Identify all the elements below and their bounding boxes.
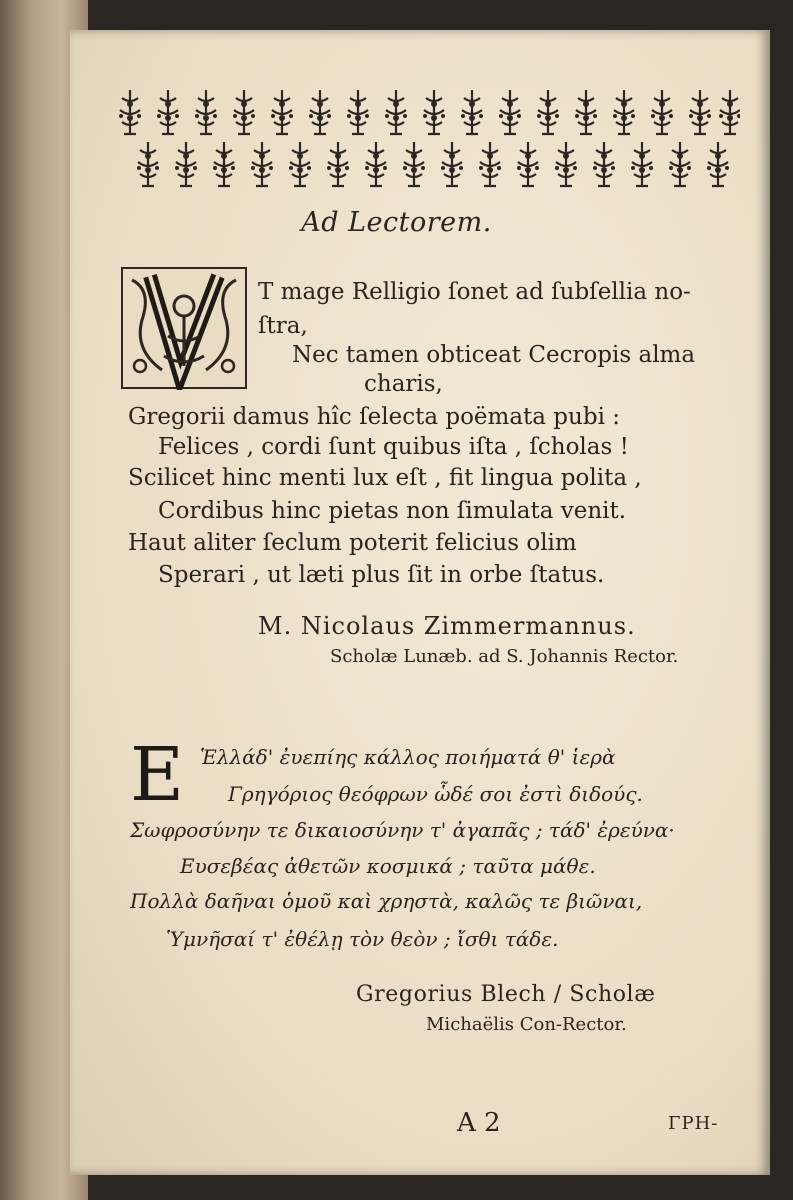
greek-line-5: Πολλὰ δαῆναι ὁμοῦ καὶ χρηστὰ, καλῶς τε βιῶναι, xyxy=(130,889,643,913)
latin-line-8: Cordibus hinc pietas non ſimulata venit. xyxy=(158,498,627,524)
latin-line-9: Haut aliter ſeclum poterit felicius olim xyxy=(128,530,577,556)
greek-line-2: Γρηγόριος θεόφρων ὧδέ σοι ἐστὶ διδούς. xyxy=(228,782,643,806)
greek-signature-role: Michaëlis Con-Rector. xyxy=(426,1014,627,1035)
latin-line-3: Nec tamen obticeat Cecropis alma xyxy=(292,342,696,368)
signature-mark: A 2 xyxy=(457,1108,501,1138)
latin-signature-name: M. Nicolaus Zimmermannus. xyxy=(258,612,636,640)
latin-line-7: Scilicet hinc menti lux eſt , fit lingua polita , xyxy=(128,465,642,491)
headpiece-ornament xyxy=(118,86,740,192)
greek-line-3: Σωφροσύνην τε δικαιοσύνην τ' ἀγαπᾶς ; τάδ' ἐρεύνα· xyxy=(130,818,675,842)
greek-line-6: Ὑμνῆσαί τ' ἐθέλῃ τὸν θεὸν ; ἴσθι τάδε. xyxy=(166,927,559,951)
greek-dropcap-letter: E xyxy=(130,738,182,808)
latin-line-6: Felices , cordi ſunt quibus iſta , ſcholas ! xyxy=(158,434,629,460)
greek-line-4: Ευσεβέας ἀθετῶν κοσμικά ; ταῦτα μάθε. xyxy=(180,854,596,878)
greek-dropcap xyxy=(130,738,182,808)
latin-dropcap xyxy=(120,266,248,390)
greek-signature-name: Gregorius Blech / Scholæ xyxy=(356,982,656,1007)
latin-line-5: Gregorii damus hîc ſelecta poëmata pubi : xyxy=(128,404,620,430)
latin-line-2: ſtra, xyxy=(258,313,308,339)
greek-line-1: Ἑλλάδ' ἐυεπίης κάλλος ποιήματά θ' ἱερὰ xyxy=(200,745,616,769)
latin-line-4: charis, xyxy=(364,371,443,397)
latin-signature-role: Scholæ Lunæb. ad S. Johannis Rector. xyxy=(330,646,679,667)
latin-line-10: Sperari , ut læti plus ſit in orbe ſtatus. xyxy=(158,562,605,588)
catchword: ΓΡΗ- xyxy=(668,1113,719,1134)
latin-line-1: T mage Relligio ſonet ad ſubſellia no- xyxy=(258,279,691,305)
page-title: Ad Lectorem. xyxy=(301,207,492,238)
